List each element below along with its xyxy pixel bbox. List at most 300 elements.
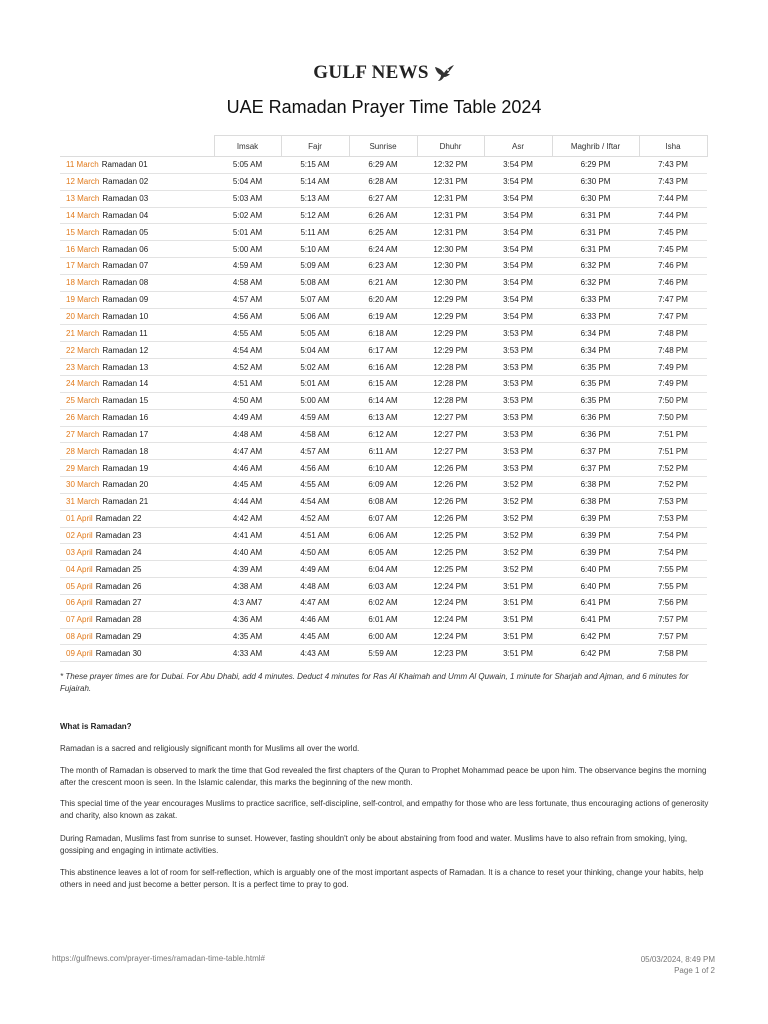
row-label (60, 409, 214, 426)
table-row (60, 493, 707, 510)
time-cell: 5:59 AM (349, 645, 417, 662)
article-paragraph: Ramadan is a sacred and religiously significant month for Muslims all over the world. (60, 744, 360, 753)
article-paragraph: This abstinence leaves a lot of room for self-reflection, which is arguably one of the most important aspects of Ramadan. It is a chance to reset your thinking, change your habits, help others in need and just become a better person. It is a perfect time to pray to god. (60, 868, 704, 889)
date-label: 04 April (66, 564, 93, 574)
time-cell: 6:38 PM (552, 477, 639, 494)
time-cell: 4:59 AM (214, 258, 281, 275)
ramadan-day-label: Ramadan 17 (102, 429, 149, 439)
time-cell: 7:50 PM (639, 409, 707, 426)
time-cell: 12:31 PM (417, 207, 484, 224)
time-cell: 3:53 PM (484, 342, 552, 359)
time-cell: 7:47 PM (639, 308, 707, 325)
time-cell: 3:54 PM (484, 190, 552, 207)
date-label: 03 April (66, 547, 93, 557)
time-cell: 7:55 PM (639, 561, 707, 578)
ramadan-day-label: Ramadan 06 (102, 244, 149, 254)
time-cell: 3:53 PM (484, 325, 552, 342)
time-cell: 6:10 AM (349, 460, 417, 477)
date-label: 01 April (66, 514, 93, 524)
time-cell: 7:56 PM (639, 594, 707, 611)
row-label (60, 460, 214, 477)
time-cell: 12:26 PM (417, 493, 484, 510)
row-label (60, 157, 214, 174)
time-cell: 7:44 PM (639, 190, 707, 207)
time-cell: 5:09 AM (281, 258, 349, 275)
date-label: 06 April (66, 598, 93, 608)
row-label (60, 291, 214, 308)
time-cell: 4:50 AM (214, 392, 281, 409)
time-cell: 4:58 AM (214, 274, 281, 291)
time-cell: 6:31 PM (552, 207, 639, 224)
time-cell: 3:53 PM (484, 409, 552, 426)
time-cell: 7:52 PM (639, 460, 707, 477)
row-label (60, 274, 214, 291)
ramadan-day-label: Ramadan 20 (102, 480, 149, 490)
time-cell: 6:42 PM (552, 645, 639, 662)
time-cell: 6:31 PM (552, 224, 639, 241)
date-label: 29 March (66, 463, 100, 473)
time-cell: 6:34 PM (552, 325, 639, 342)
time-cell: 4:46 AM (281, 611, 349, 628)
ramadan-day-label: Ramadan 25 (95, 564, 142, 574)
row-label (60, 510, 214, 527)
ramadan-day-label: Ramadan 16 (102, 413, 149, 423)
ramadan-day-label: Ramadan 03 (102, 194, 149, 204)
date-label: 26 March (66, 413, 100, 423)
table-row (60, 241, 707, 258)
time-cell: 12:30 PM (417, 258, 484, 275)
time-cell: 6:37 PM (552, 443, 639, 460)
date-label: 02 April (66, 530, 93, 540)
time-cell: 6:29 AM (349, 157, 417, 174)
date-label: 07 April (66, 615, 93, 625)
table-row (60, 561, 707, 578)
table-row (60, 375, 707, 392)
time-cell: 5:00 AM (214, 241, 281, 258)
table-row (60, 392, 707, 409)
time-cell: 3:53 PM (484, 460, 552, 477)
time-cell: 5:01 AM (281, 375, 349, 392)
time-cell: 6:18 AM (349, 325, 417, 342)
time-cell: 7:46 PM (639, 258, 707, 275)
time-cell: 12:29 PM (417, 291, 484, 308)
time-cell: 3:54 PM (484, 224, 552, 241)
time-cell: 12:26 PM (417, 477, 484, 494)
time-cell: 3:52 PM (484, 561, 552, 578)
row-label (60, 493, 214, 510)
time-cell: 6:39 PM (552, 544, 639, 561)
date-label: 22 March (66, 345, 100, 355)
time-cell: 3:51 PM (484, 578, 552, 595)
time-cell: 3:52 PM (484, 527, 552, 544)
time-cell: 5:11 AM (281, 224, 349, 241)
article-paragraph: This special time of the year encourages Muslims to practice sacrifice, self-discipline, self-control, and empathy for those who are less fortunate, thus encouraging actions of generosity and charity, also known as zakat. (60, 799, 709, 820)
time-cell: 6:35 PM (552, 375, 639, 392)
time-cell: 4:47 AM (281, 594, 349, 611)
time-cell: 5:05 AM (281, 325, 349, 342)
time-cell: 6:11 AM (349, 443, 417, 460)
time-cell: 4:54 AM (281, 493, 349, 510)
time-cell: 3:54 PM (484, 258, 552, 275)
time-cell: 12:29 PM (417, 342, 484, 359)
time-cell: 4:44 AM (214, 493, 281, 510)
ramadan-day-label: Ramadan 04 (102, 210, 149, 220)
table-row (60, 308, 707, 325)
time-cell: 6:20 AM (349, 291, 417, 308)
time-cell: 4:46 AM (214, 460, 281, 477)
time-cell: 7:58 PM (639, 645, 707, 662)
time-cell: 4:49 AM (214, 409, 281, 426)
time-cell: 6:09 AM (349, 477, 417, 494)
time-cell: 6:03 AM (349, 578, 417, 595)
time-cell: 12:27 PM (417, 426, 484, 443)
row-label (60, 611, 214, 628)
table-row (60, 173, 707, 190)
time-cell: 6:35 PM (552, 359, 639, 376)
time-cell: 4:38 AM (214, 578, 281, 595)
table-row (60, 645, 707, 662)
time-cell: 4:48 AM (214, 426, 281, 443)
ramadan-day-label: Ramadan 29 (95, 632, 142, 642)
date-label: 31 March (66, 497, 100, 507)
table-row (60, 274, 707, 291)
time-cell: 6:30 PM (552, 173, 639, 190)
time-cell: 6:37 PM (552, 460, 639, 477)
date-label: 14 March (66, 210, 100, 220)
page-number: Page 1 of 2 (674, 966, 715, 975)
time-cell: 4:33 AM (214, 645, 281, 662)
time-cell: 6:28 AM (349, 173, 417, 190)
column-header: Maghrib / Iftar (552, 136, 639, 157)
time-cell: 6:06 AM (349, 527, 417, 544)
time-cell: 5:08 AM (281, 274, 349, 291)
row-label (60, 594, 214, 611)
ramadan-day-label: Ramadan 11 (102, 328, 148, 338)
row-label (60, 359, 214, 376)
time-cell: 12:31 PM (417, 224, 484, 241)
time-cell: 4:50 AM (281, 544, 349, 561)
time-cell: 7:55 PM (639, 578, 707, 595)
time-cell: 12:28 PM (417, 359, 484, 376)
time-cell: 6:04 AM (349, 561, 417, 578)
time-cell: 4:35 AM (214, 628, 281, 645)
time-cell: 7:49 PM (639, 359, 707, 376)
article-heading: What is Ramadan? (60, 722, 132, 731)
table-header-row (60, 136, 707, 157)
time-cell: 4:45 AM (281, 628, 349, 645)
table-row (60, 291, 707, 308)
table-row (60, 359, 707, 376)
time-cell: 3:54 PM (484, 291, 552, 308)
ramadan-day-label: Ramadan 26 (95, 581, 142, 591)
time-cell: 6:39 PM (552, 510, 639, 527)
column-header: Isha (639, 136, 707, 157)
time-cell: 3:52 PM (484, 510, 552, 527)
date-label: 09 April (66, 648, 93, 658)
time-cell: 5:02 AM (281, 359, 349, 376)
time-cell: 3:51 PM (484, 645, 552, 662)
time-cell: 3:51 PM (484, 594, 552, 611)
time-cell: 3:52 PM (484, 493, 552, 510)
time-cell: 12:27 PM (417, 409, 484, 426)
date-label: 24 March (66, 379, 100, 389)
time-cell: 6:19 AM (349, 308, 417, 325)
print-datetime: 05/03/2024, 8:49 PM (640, 955, 715, 964)
row-label (60, 258, 214, 275)
ramadan-day-label: Ramadan 02 (102, 177, 149, 187)
time-cell: 12:24 PM (417, 594, 484, 611)
column-header: Fajr (281, 136, 349, 157)
article-paragraph: The month of Ramadan is observed to mark the time that God revealed the first chapters of the Quran to Prophet Mohammad peace be upon him. The observance begins the morning after the crescent moon is seen. In the Islamic calendar, this marks the beginning of the new month. (60, 766, 707, 787)
ramadan-day-label: Ramadan 28 (95, 615, 142, 625)
row-label (60, 578, 214, 595)
time-cell: 7:53 PM (639, 493, 707, 510)
time-cell: 4:52 AM (281, 510, 349, 527)
row-label (60, 426, 214, 443)
time-cell: 4:59 AM (281, 409, 349, 426)
brand-name: GULF NEWS (313, 62, 429, 83)
time-cell: 3:53 PM (484, 443, 552, 460)
time-cell: 4:58 AM (281, 426, 349, 443)
date-label: 30 March (66, 480, 100, 490)
time-cell: 7:47 PM (639, 291, 707, 308)
column-header: Imsak (214, 136, 281, 157)
time-cell: 4:57 AM (281, 443, 349, 460)
ramadan-day-label: Ramadan 08 (102, 278, 149, 288)
table-row (60, 409, 707, 426)
time-cell: 6:13 AM (349, 409, 417, 426)
date-label: 12 March (66, 177, 100, 187)
time-cell: 5:05 AM (214, 157, 281, 174)
date-label: 19 March (66, 295, 100, 305)
ramadan-day-label: Ramadan 12 (102, 345, 149, 355)
article-paragraph: During Ramadan, Muslims fast from sunrise to sunset. However, fasting shouldn't only be about abstaining from food and water. Muslims have to also refrain from smoking, lying, gossiping and engaging in intimate activities. (60, 834, 688, 855)
time-cell: 7:49 PM (639, 375, 707, 392)
time-cell: 12:25 PM (417, 544, 484, 561)
table-row (60, 594, 707, 611)
ramadan-day-label: Ramadan 18 (102, 446, 149, 456)
time-cell: 7:43 PM (639, 173, 707, 190)
table-row (60, 628, 707, 645)
time-cell: 12:31 PM (417, 173, 484, 190)
time-cell: 3:53 PM (484, 426, 552, 443)
time-cell: 6:08 AM (349, 493, 417, 510)
time-cell: 6:29 PM (552, 157, 639, 174)
time-cell: 6:17 AM (349, 342, 417, 359)
table-row (60, 544, 707, 561)
time-cell: 12:31 PM (417, 190, 484, 207)
time-cell: 12:32 PM (417, 157, 484, 174)
time-cell: 4:40 AM (214, 544, 281, 561)
time-cell: 4:42 AM (214, 510, 281, 527)
ramadan-day-label: Ramadan 10 (102, 312, 149, 322)
time-cell: 6:36 PM (552, 409, 639, 426)
time-cell: 12:28 PM (417, 375, 484, 392)
time-cell: 7:48 PM (639, 325, 707, 342)
time-cell: 4:39 AM (214, 561, 281, 578)
time-cell: 5:14 AM (281, 173, 349, 190)
time-cell: 7:51 PM (639, 426, 707, 443)
table-row (60, 527, 707, 544)
time-cell: 6:30 PM (552, 190, 639, 207)
table-row (60, 510, 707, 527)
time-cell: 6:40 PM (552, 578, 639, 595)
time-cell: 3:54 PM (484, 241, 552, 258)
time-cell: 12:24 PM (417, 611, 484, 628)
time-cell: 7:54 PM (639, 544, 707, 561)
time-cell: 6:39 PM (552, 527, 639, 544)
time-cell: 3:52 PM (484, 544, 552, 561)
time-cell: 12:24 PM (417, 578, 484, 595)
time-cell: 7:44 PM (639, 207, 707, 224)
ramadan-day-label: Ramadan 07 (102, 261, 149, 271)
time-cell: 6:24 AM (349, 241, 417, 258)
time-cell: 12:23 PM (417, 645, 484, 662)
time-cell: 4:51 AM (281, 527, 349, 544)
time-cell: 5:02 AM (214, 207, 281, 224)
time-cell: 3:51 PM (484, 611, 552, 628)
time-cell: 6:16 AM (349, 359, 417, 376)
time-cell: 6:27 AM (349, 190, 417, 207)
print-info (641, 954, 715, 976)
column-header: Sunrise (349, 136, 417, 157)
table-row (60, 190, 707, 207)
time-cell: 6:31 PM (552, 241, 639, 258)
time-cell: 6:35 PM (552, 392, 639, 409)
time-cell: 3:54 PM (484, 308, 552, 325)
time-cell: 6:07 AM (349, 510, 417, 527)
row-label (60, 342, 214, 359)
time-cell: 5:01 AM (214, 224, 281, 241)
time-cell: 6:41 PM (552, 611, 639, 628)
column-header: Dhuhr (417, 136, 484, 157)
time-cell: 6:32 PM (552, 274, 639, 291)
time-cell: 6:40 PM (552, 561, 639, 578)
row-label (60, 325, 214, 342)
time-cell: 4:56 AM (281, 460, 349, 477)
row-label (60, 392, 214, 409)
time-cell: 12:27 PM (417, 443, 484, 460)
time-cell: 6:33 PM (552, 308, 639, 325)
ramadan-day-label: Ramadan 22 (95, 514, 142, 524)
date-label: 23 March (66, 362, 100, 372)
time-cell: 4:41 AM (214, 527, 281, 544)
time-cell: 4:47 AM (214, 443, 281, 460)
date-label: 05 April (66, 581, 93, 591)
table-row (60, 443, 707, 460)
time-cell: 12:30 PM (417, 274, 484, 291)
date-label: 20 March (66, 312, 100, 322)
column-header: Asr (484, 136, 552, 157)
time-cell: 3:52 PM (484, 477, 552, 494)
row-label (60, 628, 214, 645)
time-cell: 6:42 PM (552, 628, 639, 645)
time-cell: 4:55 AM (281, 477, 349, 494)
time-cell: 5:10 AM (281, 241, 349, 258)
date-label: 13 March (66, 194, 100, 204)
table-row (60, 611, 707, 628)
table-row (60, 460, 707, 477)
time-cell: 4:36 AM (214, 611, 281, 628)
table-row (60, 426, 707, 443)
ramadan-day-label: Ramadan 01 (101, 160, 148, 170)
time-cell: 6:14 AM (349, 392, 417, 409)
time-cell: 5:07 AM (281, 291, 349, 308)
time-cell: 4:52 AM (214, 359, 281, 376)
date-label: 15 March (66, 227, 100, 237)
time-cell: 4:45 AM (214, 477, 281, 494)
table-row (60, 207, 707, 224)
table-row (60, 157, 707, 174)
ramadan-day-label: Ramadan 14 (102, 379, 149, 389)
time-cell: 5:04 AM (214, 173, 281, 190)
falcon-logo-icon (433, 64, 455, 82)
time-cell: 7:54 PM (639, 527, 707, 544)
footnote: * These prayer times are for Dubai. For Abu Dhabi, add 4 minutes. Deduct 4 minutes for Ras Al Khaimah and Umm Al Quwain, 1 minute for Sharjah and Ajman, and 6 minutes for Fujairah. (60, 672, 689, 693)
time-cell: 6:34 PM (552, 342, 639, 359)
row-label (60, 173, 214, 190)
row-label (60, 207, 214, 224)
time-cell: 7:51 PM (639, 443, 707, 460)
time-cell: 5:04 AM (281, 342, 349, 359)
time-cell: 5:13 AM (281, 190, 349, 207)
time-cell: 7:57 PM (639, 611, 707, 628)
time-cell: 6:02 AM (349, 594, 417, 611)
ramadan-day-label: Ramadan 15 (102, 396, 149, 406)
time-cell: 6:26 AM (349, 207, 417, 224)
time-cell: 6:25 AM (349, 224, 417, 241)
time-cell: 4:56 AM (214, 308, 281, 325)
time-cell: 12:30 PM (417, 241, 484, 258)
time-cell: 4:54 AM (214, 342, 281, 359)
table-row (60, 342, 707, 359)
time-cell: 5:15 AM (281, 157, 349, 174)
time-cell: 5:12 AM (281, 207, 349, 224)
table-row (60, 578, 707, 595)
date-label: 28 March (66, 446, 100, 456)
time-cell: 4:48 AM (281, 578, 349, 595)
ramadan-day-label: Ramadan 05 (102, 227, 149, 237)
time-cell: 3:54 PM (484, 207, 552, 224)
time-cell: 6:41 PM (552, 594, 639, 611)
table-row (60, 258, 707, 275)
time-cell: 3:53 PM (484, 392, 552, 409)
time-cell: 7:52 PM (639, 477, 707, 494)
time-cell: 5:06 AM (281, 308, 349, 325)
row-label (60, 224, 214, 241)
time-cell: 6:36 PM (552, 426, 639, 443)
ramadan-day-label: Ramadan 27 (95, 598, 142, 608)
row-label (60, 645, 214, 662)
row-label (60, 241, 214, 258)
table-row (60, 325, 707, 342)
ramadan-day-label: Ramadan 21 (102, 497, 149, 507)
time-cell: 7:53 PM (639, 510, 707, 527)
date-label: 18 March (66, 278, 100, 288)
time-cell: 7:43 PM (639, 157, 707, 174)
ramadan-day-label: Ramadan 13 (102, 362, 149, 372)
row-label (60, 544, 214, 561)
time-cell: 6:32 PM (552, 258, 639, 275)
row-label (60, 527, 214, 544)
time-cell: 6:38 PM (552, 493, 639, 510)
ramadan-day-label: Ramadan 30 (95, 648, 142, 658)
time-cell: 7:57 PM (639, 628, 707, 645)
time-cell: 6:00 AM (349, 628, 417, 645)
date-label: 21 March (66, 328, 100, 338)
ramadan-day-label: Ramadan 23 (95, 530, 142, 540)
time-cell: 3:54 PM (484, 173, 552, 190)
